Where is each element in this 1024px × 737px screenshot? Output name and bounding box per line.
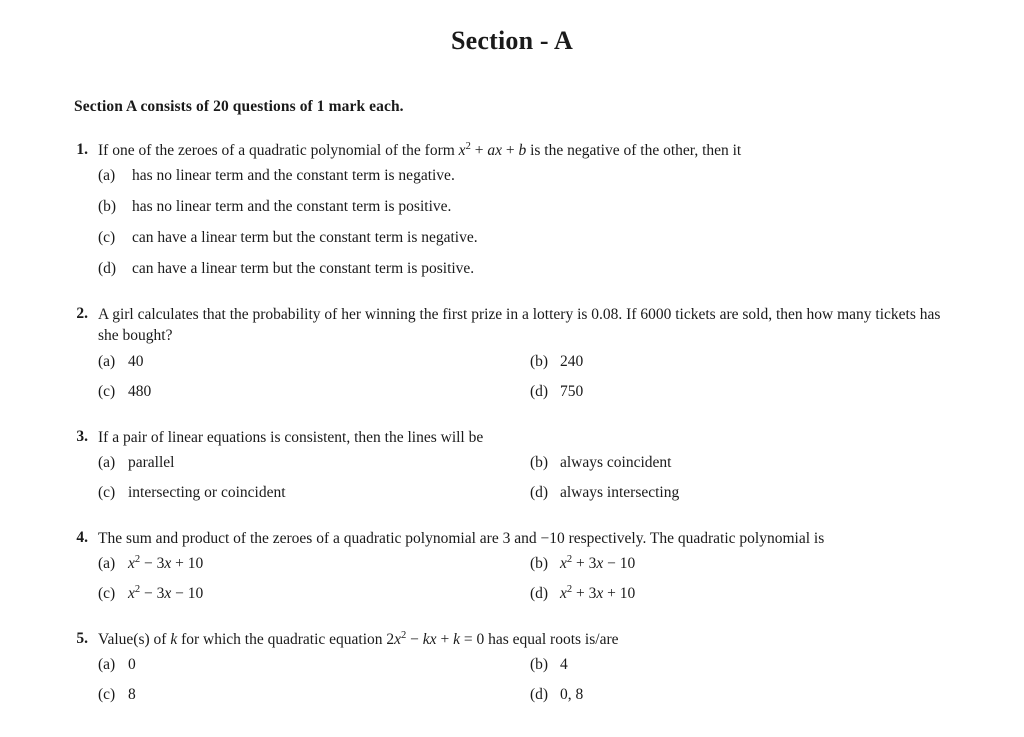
question-body (98, 427, 962, 504)
option-item[interactable] (98, 655, 530, 676)
option-list (98, 453, 962, 504)
option-text: 0 (128, 656, 136, 674)
question-text: Value(s) of k for which the quadratic equation $2x^2$ − kx + k = 0 has equal roots is/are (98, 629, 619, 649)
option-label: (a) (98, 352, 116, 370)
option-text: always intersecting (560, 483, 680, 501)
option-label: (d) (530, 585, 549, 603)
option-label: (c) (98, 686, 116, 704)
option-item[interactable] (98, 382, 530, 403)
option-label: (a) (98, 454, 116, 472)
option-item[interactable] (530, 554, 962, 575)
question-number: 2. (76, 305, 88, 323)
option-item[interactable] (98, 483, 530, 504)
option-list (98, 352, 962, 403)
question-item (62, 304, 962, 403)
option-text: $x^2 + 3x - 10$ (560, 554, 636, 573)
option-label: (a) (98, 656, 116, 674)
option-label: (b) (530, 656, 549, 674)
option-label: (a) (98, 167, 116, 185)
option-text: can have a linear term but the constant term is positive. (132, 260, 475, 278)
option-label: (d) (98, 260, 117, 278)
option-text: 240 (560, 352, 584, 370)
option-item[interactable] (98, 584, 530, 605)
option-text: intersecting or coincident (128, 483, 286, 501)
question-body (98, 304, 962, 403)
option-label: (b) (530, 454, 549, 472)
option-item[interactable] (98, 685, 530, 706)
option-item[interactable] (530, 685, 962, 706)
option-item[interactable] (98, 166, 962, 187)
option-text: 0, 8 (560, 686, 584, 704)
option-label: (c) (98, 382, 116, 400)
question-text: The sum and product of the zeroes of a quadratic polynomial are 3 and −10 respectively. The quadratic polynomial is (98, 529, 825, 547)
option-label: (d) (530, 483, 549, 501)
question-text: If a pair of linear equations is consistent, then the lines will be (98, 428, 484, 446)
option-text: 4 (560, 656, 568, 674)
option-text: $x^2 - 3x + 10$ (128, 554, 204, 573)
option-item[interactable] (530, 453, 962, 474)
option-item[interactable] (98, 259, 962, 280)
option-label: (c) (98, 585, 116, 603)
option-text: 480 (128, 382, 152, 400)
option-item[interactable] (530, 382, 962, 403)
option-list (98, 554, 962, 605)
question-body (98, 140, 962, 280)
question-number: 1. (76, 141, 88, 158)
question-number: 5. (76, 630, 88, 648)
option-text: can have a linear term but the constant term is negative. (132, 229, 478, 247)
question-body (98, 528, 962, 605)
question-list (62, 140, 962, 706)
option-label: (c) (98, 229, 116, 247)
option-text: 8 (128, 686, 136, 704)
question-item (62, 528, 962, 605)
option-text: always coincident (560, 454, 672, 472)
option-text: parallel (128, 454, 175, 472)
option-item[interactable] (98, 554, 530, 575)
option-text: has no linear term and the constant term is positive. (132, 198, 452, 216)
option-label: (b) (98, 198, 117, 216)
option-item[interactable] (98, 453, 530, 474)
option-item[interactable] (530, 655, 962, 676)
option-label: (d) (530, 382, 549, 400)
option-label: (d) (530, 686, 549, 704)
option-text: has no linear term and the constant term is negative. (132, 167, 455, 185)
question-text: If one of the zeroes of a quadratic polynomial of the form $x^2$ + ax + b is the negative of the other, then it (98, 140, 742, 159)
option-label: (b) (530, 555, 549, 573)
option-label: (b) (530, 352, 549, 370)
question-number: 3. (76, 427, 88, 445)
option-item[interactable] (98, 352, 530, 373)
option-text: $x^2 + 3x + 10$ (560, 584, 636, 603)
option-item[interactable] (98, 228, 962, 249)
option-text: 750 (560, 382, 584, 400)
option-list (98, 166, 962, 280)
option-item[interactable] (530, 483, 962, 504)
question-item (62, 427, 962, 504)
question-item (62, 140, 962, 280)
option-item[interactable] (530, 584, 962, 605)
option-label: (c) (98, 483, 116, 501)
option-text: $x^2 - 3x - 10$ (128, 584, 204, 603)
option-item[interactable] (98, 197, 962, 218)
page-title: Section - A (450, 26, 574, 55)
question-item (62, 629, 962, 706)
option-item[interactable] (530, 352, 962, 373)
question-text: A girl calculates that the probability of her winning the first prize in a lottery is 0.08. If 6000 tickets are sold, then how many tickets has she bought? (98, 306, 941, 345)
question-number: 4. (76, 528, 88, 546)
section-instruction: Section A consists of 20 questions of 1 mark each. (74, 98, 404, 115)
question-body (98, 629, 962, 706)
option-label: (a) (98, 555, 116, 573)
option-list (98, 655, 962, 706)
option-text: 40 (128, 352, 144, 370)
